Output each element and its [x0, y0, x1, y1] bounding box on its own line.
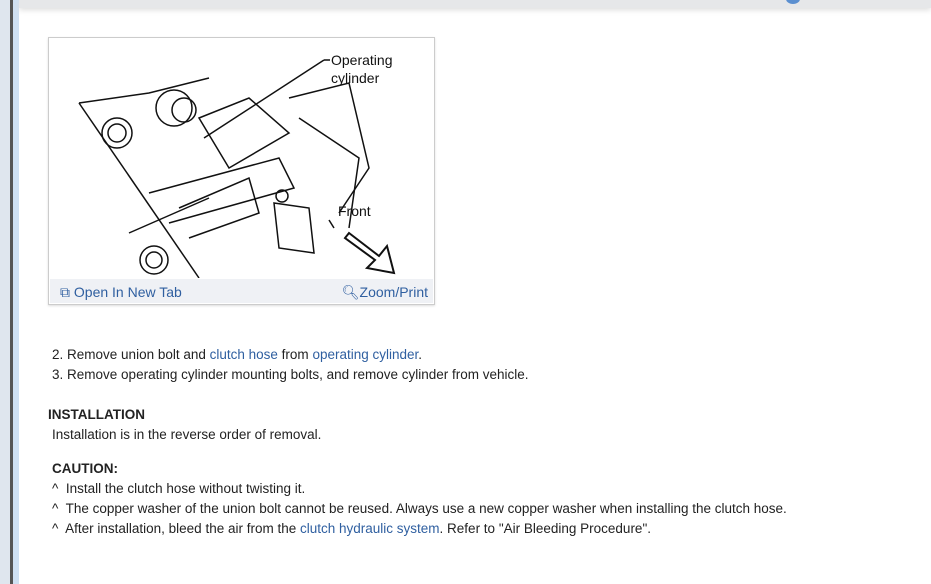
caution-item — [48, 519, 787, 539]
clutch-hydraulic-system-link[interactable]: clutch hydraulic system — [299, 521, 440, 536]
step-number: 3. — [52, 367, 64, 382]
figure-operating-cylinder — [48, 37, 435, 305]
left-strip — [13, 0, 19, 584]
step-text: Remove operating cylinder mounting bolts, and remove cylinder from vehicle. — [67, 367, 529, 382]
open-new-tab-link[interactable] — [60, 284, 182, 301]
procedure-text — [48, 345, 787, 539]
installation-heading: INSTALLATION — [48, 407, 145, 422]
toolbar-icon[interactable] — [786, 0, 800, 4]
bullet: ^ — [52, 481, 59, 496]
label-operating: Operating — [331, 52, 393, 68]
caution-text: . Refer to "Air Bleeding Procedure". — [439, 521, 651, 536]
caution-item — [48, 499, 787, 519]
step-text: Remove union bolt and — [67, 347, 210, 362]
bullet: ^ — [52, 501, 59, 516]
step-text: from — [277, 347, 313, 362]
caution-text: Install the clutch hose without twisting it. — [65, 481, 306, 496]
step-2 — [48, 345, 787, 365]
installation-text: Installation is in the reverse order of removal. — [52, 427, 322, 442]
step-3 — [48, 365, 787, 385]
left-panel — [0, 0, 10, 584]
bullet: ^ — [52, 521, 59, 536]
open-tab-icon: ⧉ — [60, 284, 74, 300]
zoom-icon: 🔍︎ — [341, 284, 360, 300]
zoom-print-label: Zoom/Print — [359, 284, 428, 300]
caution-item — [48, 479, 787, 499]
step-number: 2. — [52, 347, 64, 362]
step-text: . — [418, 347, 423, 362]
label-cylinder: cylinder — [331, 70, 380, 86]
caution-text: The copper washer of the union bolt cannot be reused. Always use a new copper washer when installing the clutch hose. — [65, 501, 787, 516]
zoom-print-link[interactable] — [342, 284, 428, 301]
operating-cylinder-link[interactable]: operating cylinder — [312, 347, 419, 362]
caution-text: After installation, bleed the air from the — [65, 521, 300, 536]
label-front: Front — [338, 203, 371, 219]
diagram-illustration — [49, 38, 434, 278]
caution-heading: CAUTION: — [52, 461, 118, 476]
clutch-hose-link[interactable]: clutch hose — [209, 347, 278, 362]
open-tab-label: Open In New Tab — [73, 284, 182, 300]
figure-toolbar — [50, 279, 433, 303]
top-toolbar — [19, 0, 931, 8]
